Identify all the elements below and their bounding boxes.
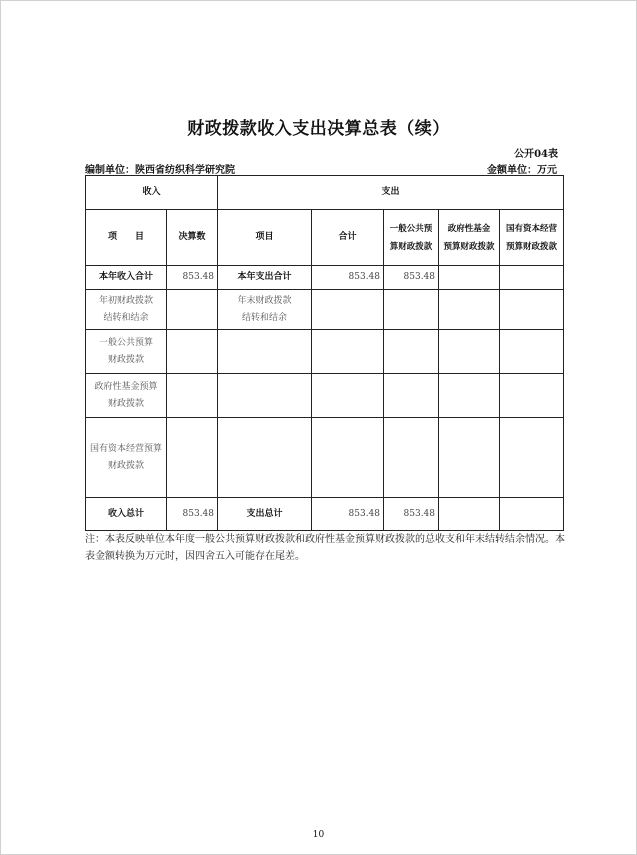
state-budget-line-2: 财政拨款	[107, 460, 144, 471]
col-state-line-1: 国有资本经营	[506, 223, 558, 234]
table-row	[86, 290, 564, 330]
table-row	[86, 418, 564, 498]
carry-end-line-1: 年末财政拨款	[237, 295, 292, 306]
carry-begin-label	[86, 290, 167, 330]
table-row	[86, 330, 564, 374]
empty-cell	[384, 418, 439, 498]
empty-cell	[384, 374, 439, 418]
empty-cell	[312, 290, 384, 330]
table-note: 注：本表反映单位本年度一般公共预算财政拨款和政府性基金预算财政拨款的总收支和年末结转结余情况。本表金额转换为万元时，因四舍五入可能存在尾差。	[85, 534, 565, 562]
fund-budget-label	[86, 374, 167, 418]
carry-begin-line-2: 结转和结余	[103, 312, 149, 323]
empty-cell	[384, 330, 439, 374]
expense-header: 支出	[218, 176, 564, 210]
col-item-expense: 项目	[218, 210, 312, 266]
empty-cell	[439, 290, 500, 330]
col-state-budget	[500, 210, 564, 266]
empty-cell	[312, 418, 384, 498]
empty-cell	[312, 374, 384, 418]
empty-cell	[218, 418, 312, 498]
header-row-1	[86, 176, 564, 210]
state-budget-label	[86, 418, 167, 498]
col-general-line-1: 一般公共预	[389, 223, 433, 234]
col-general-line-2: 算财政拨款	[389, 241, 433, 252]
col-final-amount: 决算数	[167, 210, 218, 266]
general-budget-label	[86, 330, 167, 374]
empty-cell	[439, 374, 500, 418]
grand-income-value: 853.48	[167, 498, 218, 531]
empty-cell	[218, 330, 312, 374]
empty-cell	[167, 330, 218, 374]
col-fund-line-2: 预算财政拨款	[443, 241, 495, 252]
carry-begin-line-1: 年初财政拨款	[98, 295, 153, 306]
fiscal-summary-table	[85, 175, 564, 531]
grand-expense-value: 853.48	[312, 498, 384, 531]
empty-cell	[312, 330, 384, 374]
empty-cell	[439, 498, 500, 531]
general-budget-line-1: 一般公共预算	[98, 337, 153, 348]
empty-cell	[500, 330, 564, 374]
col-fund-line-1: 政府性基金	[447, 223, 491, 234]
grand-income-label: 收入总计	[86, 498, 167, 531]
grand-expense-label: 支出总计	[218, 498, 312, 531]
carry-end-line-2: 结转和结余	[242, 312, 288, 323]
empty-cell	[384, 290, 439, 330]
expense-general-value: 853.48	[384, 266, 439, 290]
amount-unit: 金额单位：万元	[487, 165, 557, 176]
empty-cell	[167, 374, 218, 418]
carry-end-label	[218, 290, 312, 330]
col-total: 合计	[312, 210, 384, 266]
empty-cell	[500, 374, 564, 418]
empty-cell	[439, 330, 500, 374]
form-number: 公开04表	[514, 149, 558, 160]
income-header: 收入	[86, 176, 218, 210]
expense-total-label: 本年支出合计	[218, 266, 312, 290]
empty-cell	[500, 266, 564, 290]
empty-cell	[439, 418, 500, 498]
col-general-budget	[384, 210, 439, 266]
empty-cell	[500, 418, 564, 498]
income-total-label: 本年收入合计	[86, 266, 167, 290]
income-total-value: 853.48	[167, 266, 218, 290]
page-title: 财政拨款收入支出决算总表（续）	[187, 119, 450, 139]
col-item-income: 项 目	[86, 210, 167, 266]
table-row	[86, 266, 564, 290]
general-budget-line-2: 财政拨款	[107, 354, 144, 365]
compiling-unit: 编制单位：陕西省纺织科学研究院	[85, 165, 235, 176]
header-row-2	[86, 210, 564, 266]
empty-cell	[439, 266, 500, 290]
empty-cell	[218, 374, 312, 418]
expense-total-value: 853.48	[312, 266, 384, 290]
fund-budget-line-1: 政府性基金预算	[94, 381, 158, 392]
state-budget-line-1: 国有资本经营预算	[89, 443, 162, 454]
table-row	[86, 374, 564, 418]
col-fund-budget	[439, 210, 500, 266]
col-state-line-2: 预算财政拨款	[506, 241, 558, 252]
table-row	[86, 498, 564, 531]
grand-general-value: 853.48	[384, 498, 439, 531]
empty-cell	[167, 418, 218, 498]
empty-cell	[167, 290, 218, 330]
fund-budget-line-2: 财政拨款	[107, 398, 144, 409]
empty-cell	[500, 498, 564, 531]
page-number: 10	[312, 830, 325, 840]
empty-cell	[500, 290, 564, 330]
